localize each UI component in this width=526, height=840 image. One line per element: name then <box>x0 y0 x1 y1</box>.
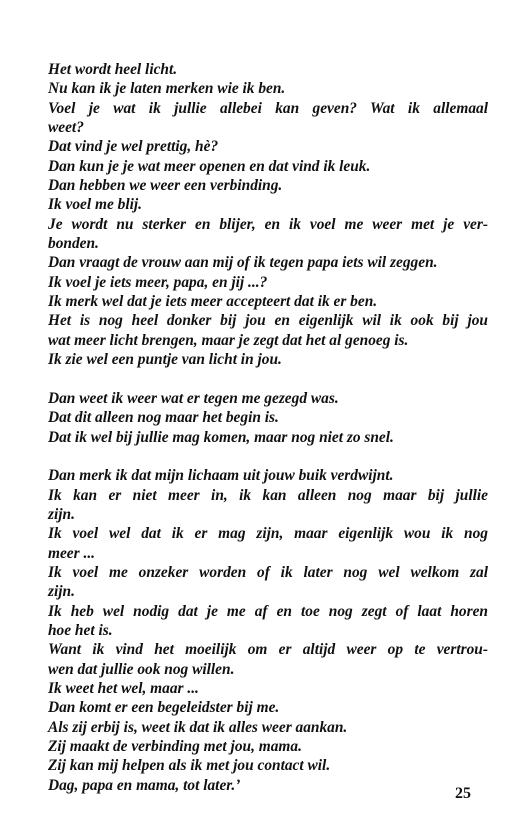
text-line: Dan weet ik weer wat er tegen me gezegd was. <box>48 389 339 407</box>
text-line: Dan kun je je wat meer openen en dat vind ik leuk. <box>48 157 371 175</box>
text-line: Voel je wat ik jullie allebei kan geven? Wat ik allemaal <box>48 99 488 117</box>
paragraph-gap <box>48 370 488 389</box>
text-line: Ik voel me onzeker worden of ik later nog wel welkom zal <box>48 563 488 581</box>
text-line: Nu kan ik je laten merken wie ik ben. <box>48 80 286 98</box>
paragraph-gap <box>48 447 488 466</box>
text-line: Zij maakt de verbinding met jou, mama. <box>48 738 302 756</box>
text-line: zijn. <box>48 583 75 601</box>
text-line: Het is nog heel donker bij jou en eigenlijk wil ik ook bij jou <box>48 312 488 330</box>
text-line: Ik zie wel een puntje van licht in jou. <box>48 351 282 369</box>
text-line: zijn. <box>48 505 75 523</box>
text-line: Dan vraagt de vrouw aan mij of ik tegen papa iets wil zeggen. <box>48 254 438 272</box>
text-line: Dag, papa en mama, tot later.’ <box>48 776 241 794</box>
text-line: hoe het is. <box>48 621 113 639</box>
text-line: Dan hebben we weer een verbinding. <box>48 177 283 195</box>
text-line: wat meer licht brengen, maar je zegt dat het al genoeg is. <box>48 331 409 349</box>
text-line: Je wordt nu sterker en blijer, en ik voel me weer met je ver- <box>48 215 488 233</box>
text-line: bonden. <box>48 235 99 253</box>
page-number: 25 <box>455 785 471 802</box>
text-line: Dan komt er een begeleidster bij me. <box>48 699 280 717</box>
text-line: Als zij erbij is, weet ik dat ik alles weer aankan. <box>48 718 348 736</box>
text-line: meer ... <box>48 544 96 562</box>
text-line: Want ik vind het moeilijk om er altijd weer op te vertrou- <box>48 641 488 659</box>
text-line: Ik merk wel dat je iets meer accepteert dat ik er ben. <box>48 293 378 311</box>
text-line: Dat ik wel bij jullie mag komen, maar nog niet zo snel. <box>48 428 394 446</box>
text-line: Ik voel me blij. <box>48 196 143 214</box>
paragraph <box>48 60 488 370</box>
text-line: wen dat jullie ook nog willen. <box>48 660 235 678</box>
text-line: Ik voel wel dat ik er mag zijn, maar eigenlijk wou ik nog <box>48 525 488 543</box>
body-text <box>48 60 488 795</box>
text-line: Zij kan mij helpen als ik met jou contact wil. <box>48 757 331 775</box>
text-line: Ik heb wel nodig dat je me af en toe nog zegt of laat horen <box>48 602 488 620</box>
text-line: Het wordt heel licht. <box>48 61 178 78</box>
text-line: Ik kan er niet meer in, ik kan alleen nog maar bij jullie <box>48 486 488 504</box>
text-line: Ik weet het wel, maar ... <box>48 680 199 697</box>
paragraph <box>48 389 488 447</box>
text-line: Ik voel je iets meer, papa, en jij ...? <box>48 273 268 291</box>
text-line: Dan merk ik dat mijn lichaam uit jouw buik verdwijnt. <box>48 467 394 485</box>
paragraph <box>48 466 488 795</box>
text-line: Dat vind je wel prettig, hè? <box>48 138 219 156</box>
text-line: weet? <box>48 119 84 137</box>
text-line: Dat dit alleen nog maar het begin is. <box>48 409 279 427</box>
